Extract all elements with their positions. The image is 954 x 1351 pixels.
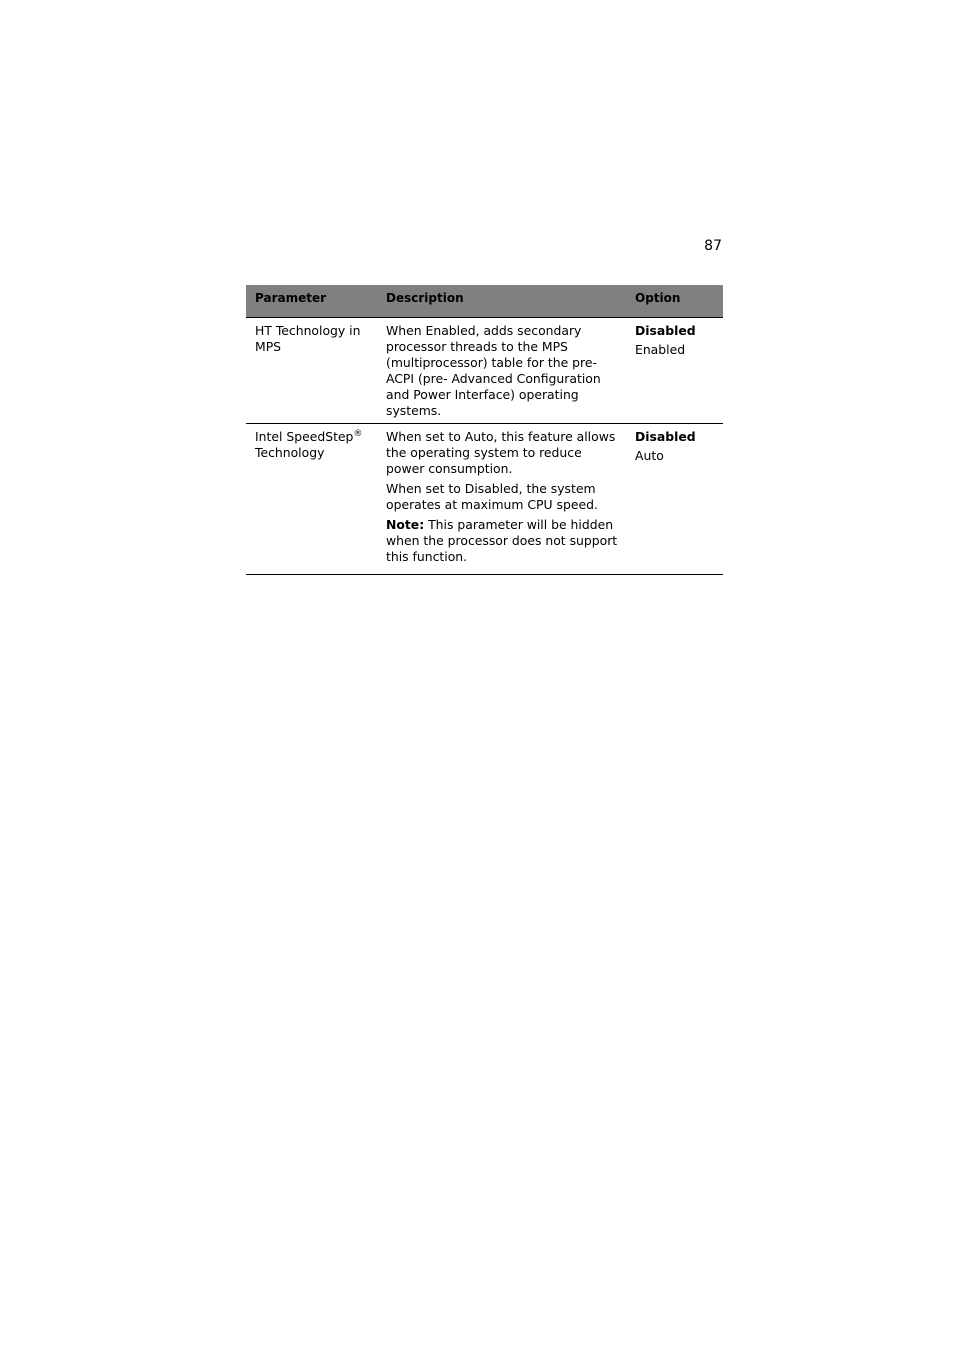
option-default: Disabled	[635, 429, 696, 444]
table-row	[246, 318, 723, 424]
table-row	[246, 424, 723, 575]
description-text: When Enabled, adds secondary processor threads to the MPS (multiprocessor) table for the pre-ACPI (pre- Advanced Configuration and Power Interface) operating systems.	[386, 323, 601, 418]
registered-mark: ®	[353, 428, 363, 439]
page-number: 87	[704, 238, 722, 254]
parameter-cell	[246, 318, 377, 424]
description-cell	[377, 424, 626, 575]
parameter-name: Intel SpeedStep	[255, 429, 354, 444]
header-parameter: Parameter	[246, 285, 377, 318]
table-header-row	[246, 285, 723, 318]
note-label: Note:	[386, 517, 425, 532]
description-cell	[377, 318, 626, 424]
option-alternative: Enabled	[635, 342, 686, 357]
option-cell	[626, 424, 723, 575]
description-text: When set to Disabled, the system operates at maximum CPU speed.	[386, 481, 598, 512]
parameter-table	[246, 285, 723, 575]
header-option: Option	[626, 285, 723, 318]
parameter-name: HT Technology in MPS	[255, 323, 361, 354]
description-text: When set to Auto, this feature allows the operating system to reduce power consumption.	[386, 429, 616, 476]
option-alternative: Auto	[635, 448, 664, 463]
description-note	[386, 517, 618, 565]
option-default: Disabled	[635, 323, 696, 338]
option-cell	[626, 318, 723, 424]
header-description: Description	[377, 285, 626, 318]
parameter-name-suffix: Technology	[255, 445, 325, 460]
parameter-cell	[246, 424, 377, 575]
note-text: This parameter will be hidden when the processor does not support this function.	[386, 517, 618, 564]
